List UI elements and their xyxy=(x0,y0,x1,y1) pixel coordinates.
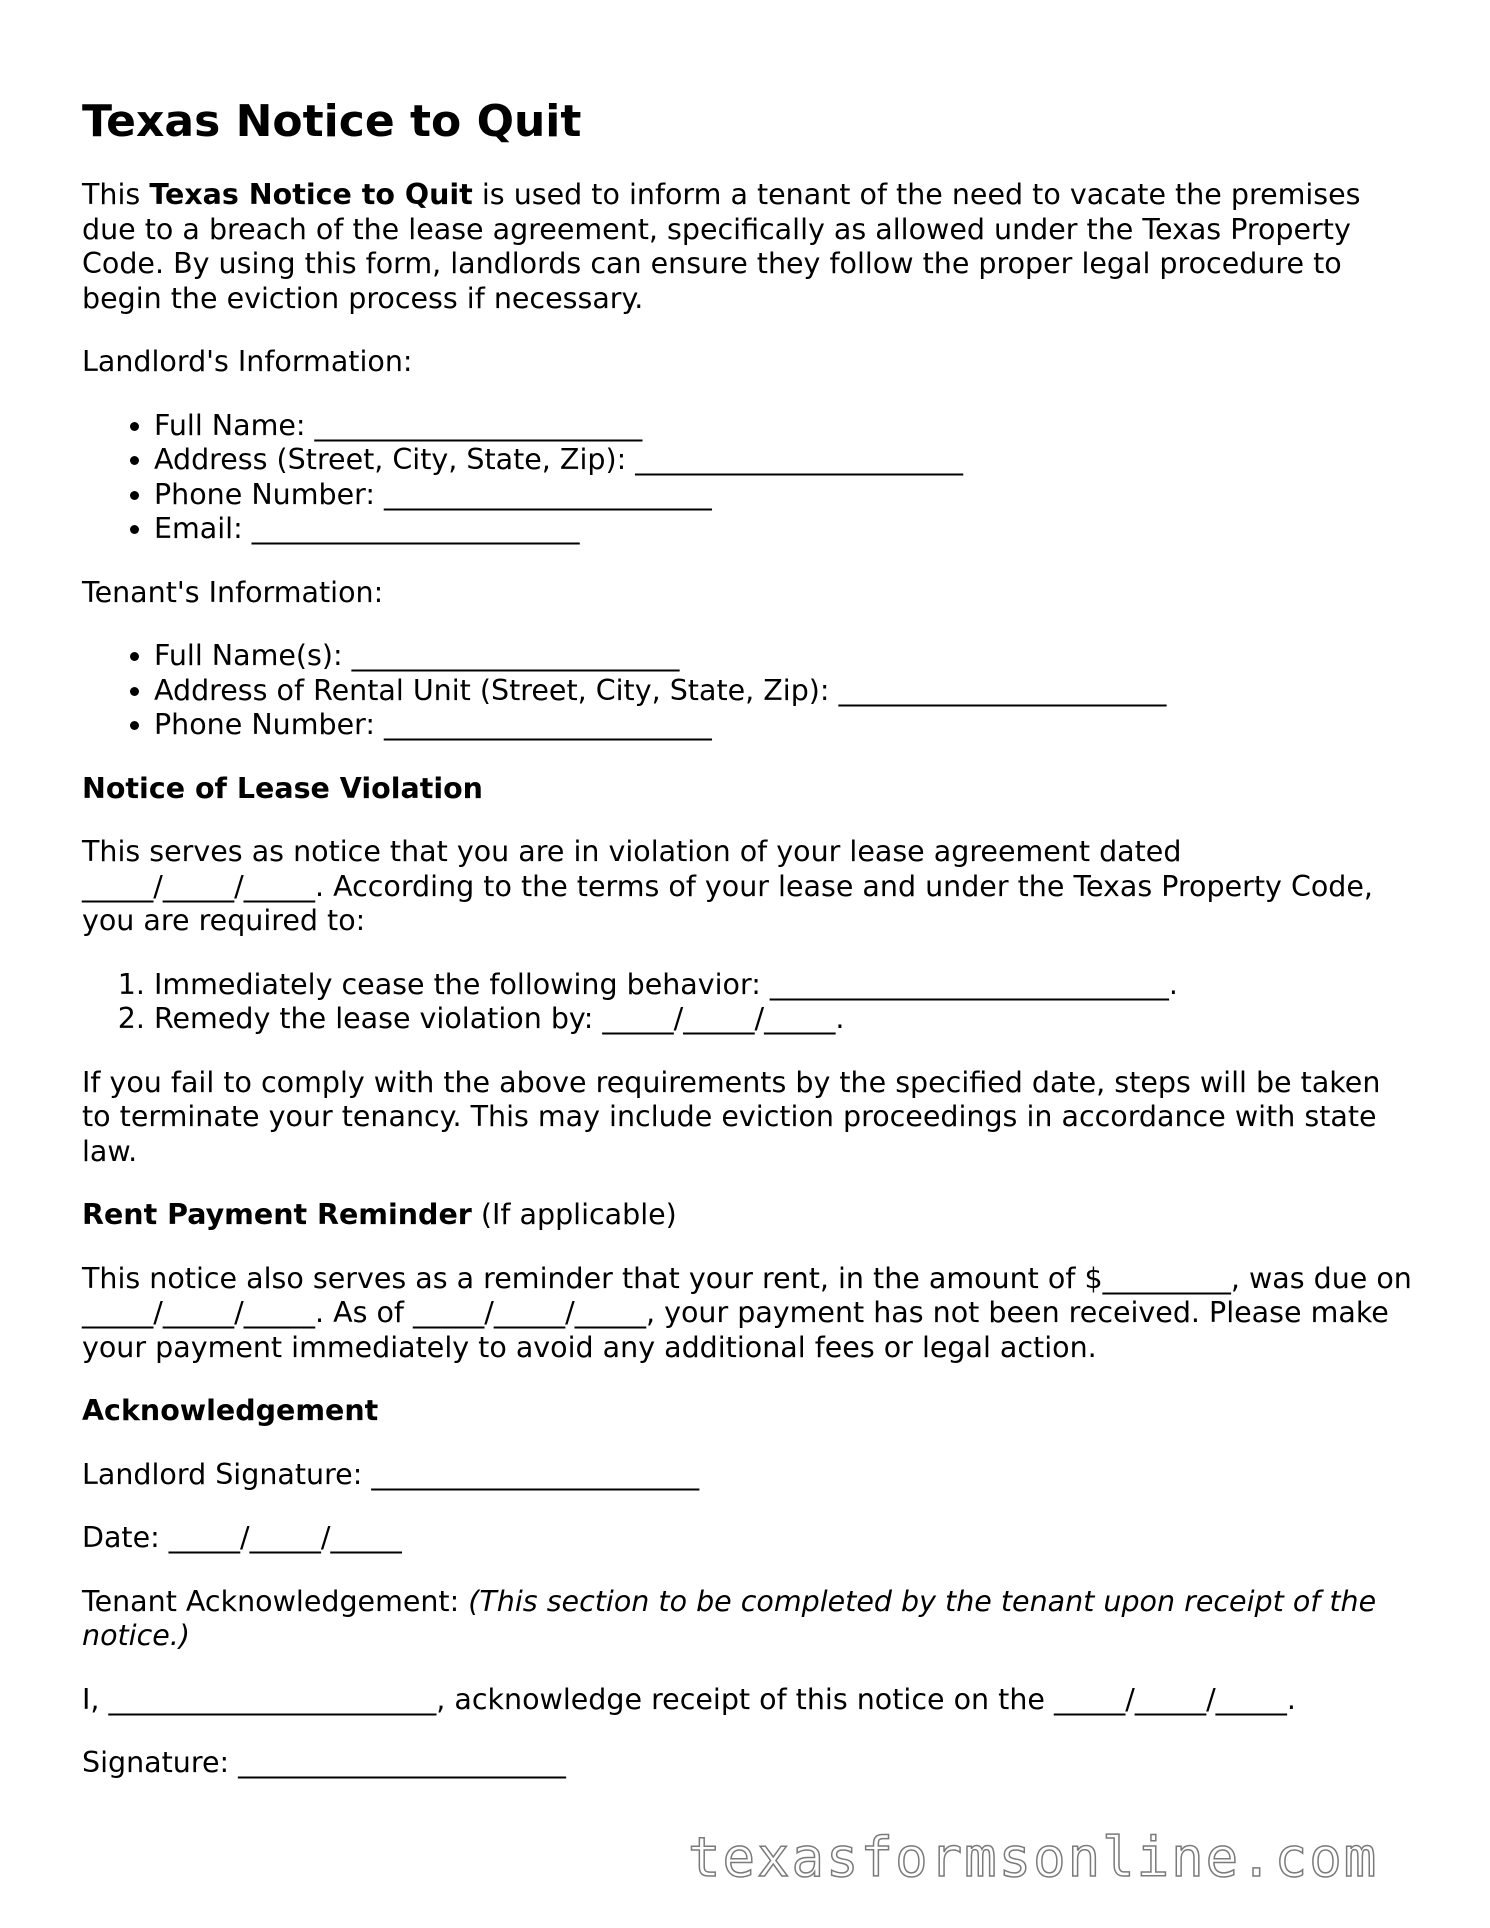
rent-body: This notice also serves as a reminder that your rent, in the amount of $_________, was due on _____/_____/_____. As of _____/_____/_____, your payment has not been received. Please make your payment immediately to avoid any additional fees or legal action. xyxy=(82,1261,1412,1364)
tenant-acknowledgement-note: (This section to be completed by the tenant upon receipt of the notice.) xyxy=(82,1584,1377,1652)
rent-heading xyxy=(82,1198,1412,1233)
landlord-heading: Landlord's Information: xyxy=(82,345,413,378)
violation-body: This serves as notice that you are in violation of your lease agreement dated _____/_____/_____. According to the terms of your lease and under the Texas Property Code, you are required to: xyxy=(82,835,1373,937)
intro-paragraph xyxy=(82,178,1412,316)
tenant-address-field: • Address of Rental Unit (Street, City, State, Zip): _______________________ xyxy=(154,674,1412,709)
tenant-signature-line: Signature: _______________________ xyxy=(82,1746,566,1779)
landlord-email-field: • Email: _______________________ xyxy=(154,512,1412,547)
tenant-acknowledgement-line xyxy=(82,1585,1412,1654)
intro-prefix: This xyxy=(82,178,150,211)
tenant-heading: Tenant's Information: xyxy=(82,575,384,609)
tenant-info-list xyxy=(82,639,1412,743)
watermark: texasformsonline.com xyxy=(688,1826,1379,1889)
landlord-info-list xyxy=(82,409,1412,547)
violation-consequence: If you fail to comply with the above requirements by the specified date, steps will be taken to terminate your tenancy. This may include eviction proceedings in accordance with state law. xyxy=(82,1065,1381,1168)
acknowledgement-heading: Acknowledgement xyxy=(82,1394,379,1427)
landlord-address-field: • Address (Street, City, State, Zip): _______________________ xyxy=(154,443,1412,478)
tenant-phone-field: • Phone Number: _______________________ xyxy=(154,708,1412,743)
document-page xyxy=(82,96,1412,1810)
violation-heading: Notice of Lease Violation xyxy=(82,771,483,805)
remedy-by-item: 2. Remedy the lease violation by: _____/_____/_____. xyxy=(154,1002,1412,1037)
date-line: Date: _____/_____/_____ xyxy=(82,1521,402,1554)
receipt-line: I, _______________________, acknowledge receipt of this notice on the _____/_____/_____. xyxy=(82,1682,1296,1716)
page-title: Texas Notice to Quit xyxy=(82,96,582,147)
cease-behavior-item: 1. Immediately cease the following behavior: ____________________________. xyxy=(154,968,1412,1003)
rent-heading-note: (If applicable) xyxy=(471,1198,677,1231)
violation-requirements-list xyxy=(82,968,1412,1037)
intro-form-name: Texas Notice to Quit xyxy=(149,178,473,211)
intro-suffix: is used to inform a tenant of the need to vacate the premises due to a breach of the lease agreement, specifically as allowed under the Texas Property Code. By using this form, landlords can ensure they follow the proper legal procedure to begin the eviction process if necessary. xyxy=(82,178,1361,315)
tenant-full-name-field: • Full Name(s): _______________________ xyxy=(154,639,1412,674)
tenant-acknowledgement-label: Tenant Acknowledgement: xyxy=(82,1584,469,1618)
landlord-phone-field: • Phone Number: _______________________ xyxy=(154,478,1412,513)
rent-heading-title: Rent Payment Reminder xyxy=(82,1198,472,1231)
landlord-signature-line: Landlord Signature: _______________________ xyxy=(82,1457,700,1491)
landlord-full-name-field: • Full Name: _______________________ xyxy=(154,409,1412,444)
